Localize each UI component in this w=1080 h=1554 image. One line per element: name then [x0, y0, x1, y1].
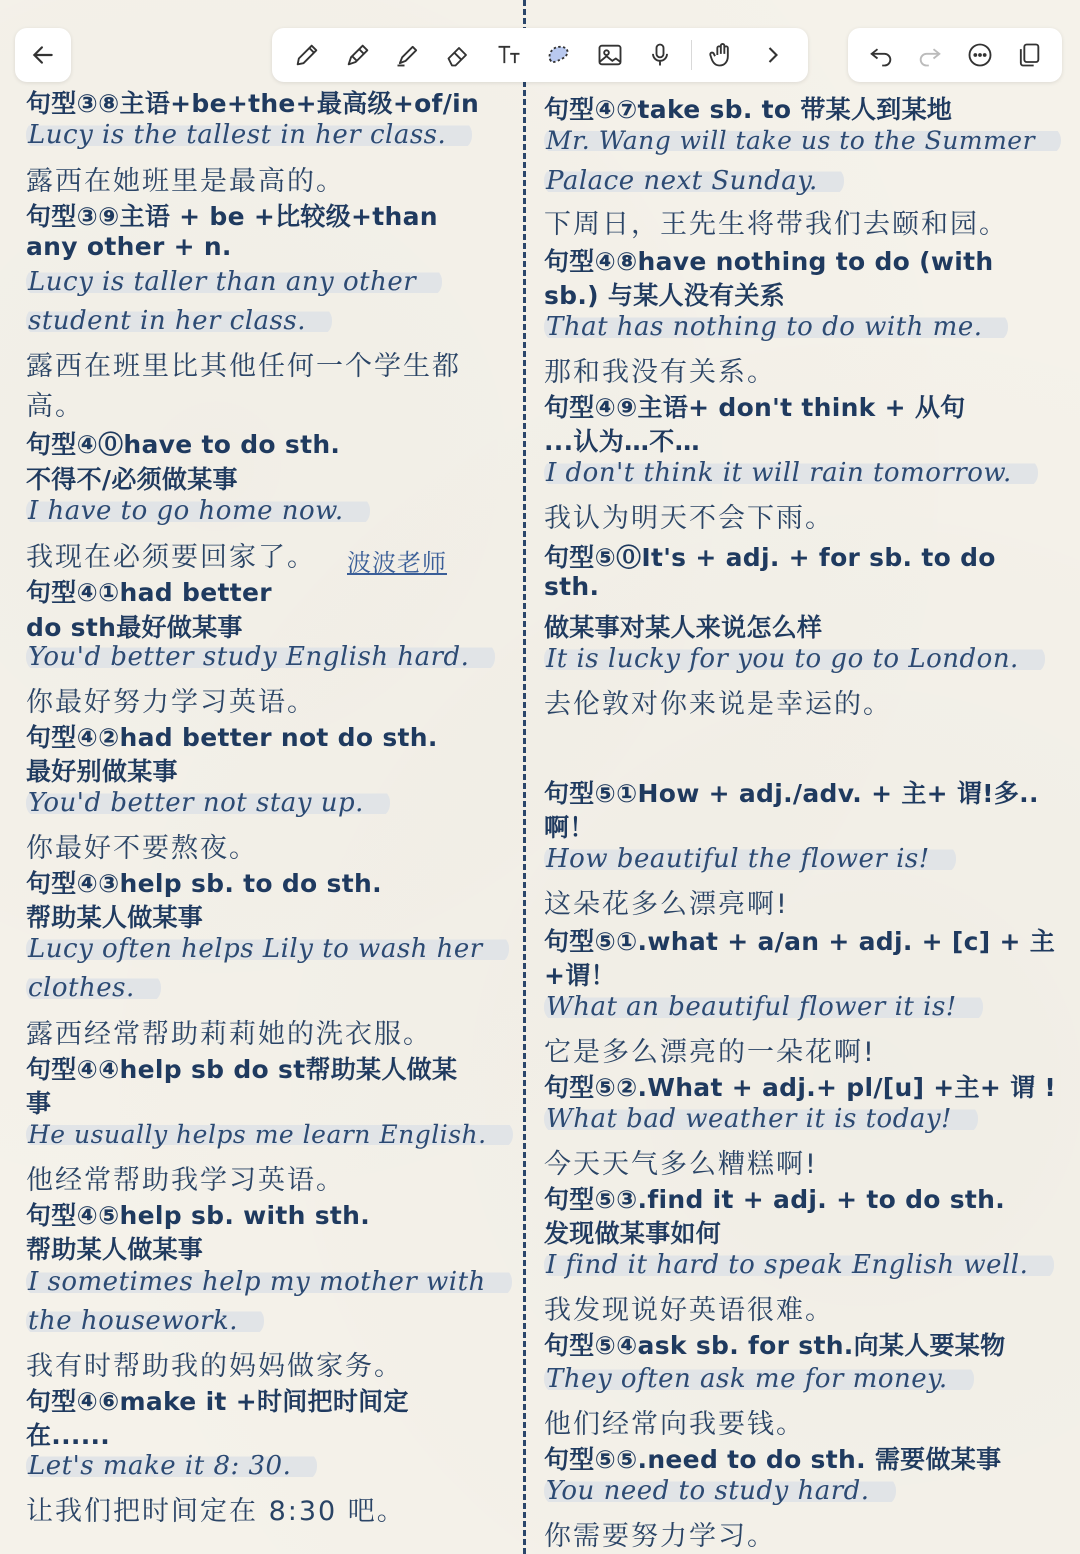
pencil-tool[interactable] — [287, 35, 327, 75]
translation-line: 露西在班里比其他任何一个学生都 — [26, 351, 461, 382]
column-divider — [523, 0, 526, 1554]
pattern-heading: 最好别做某事 — [26, 757, 178, 786]
pattern-heading: 帮助某人做某事 — [26, 1235, 204, 1264]
redo-icon — [916, 41, 944, 69]
mic-icon — [646, 41, 674, 69]
translation-line: 这朵花多么漂亮啊! — [544, 889, 789, 920]
pattern-heading: 句型⑤①How + adj./adv. + 主+ 谓!多.. — [544, 779, 1039, 808]
pattern-heading: +谓！ — [544, 961, 616, 990]
pattern-heading: any other + n. — [26, 232, 232, 261]
pattern-heading: 句型⑤④ask sb. for sth.向某人要某物 — [544, 1331, 1006, 1360]
pattern-heading: sth. — [544, 572, 600, 601]
translation-line: 我发现说好英语很难。 — [544, 1295, 834, 1326]
example-sentence: student in her class. — [26, 306, 332, 336]
pattern-heading: 句型④④help sb do st帮助某人做某 — [26, 1055, 458, 1084]
translation-line: 我有时帮助我的妈妈做家务。 — [26, 1351, 403, 1382]
chevron-right-icon — [759, 41, 787, 69]
pattern-heading: 事 — [26, 1089, 52, 1118]
pattern-heading: 帮助某人做某事 — [26, 903, 204, 932]
translation-line: 下周日，王先生将带我们去颐和园。 — [544, 209, 1008, 240]
image-icon — [596, 41, 624, 69]
translation-line: 我认为明天不会下雨。 — [544, 503, 834, 534]
translation-line: 露西在她班里是最高的。 — [26, 166, 345, 197]
pattern-heading: 句型⑤③.find it + adj. + to do sth. — [544, 1185, 1006, 1214]
more-button[interactable] — [960, 35, 1000, 75]
action-group — [848, 28, 1062, 82]
pattern-heading: 句型④⑨主语+ don't think + 从句 — [544, 393, 966, 422]
translation-line: 你需要努力学习。 — [544, 1521, 776, 1552]
example-sentence: Mr. Wang will take us to the Summer — [544, 126, 1061, 155]
pattern-heading: 句型③⑨主语 + be +比较级+than — [26, 202, 438, 231]
example-sentence: Lucy is the tallest in her class. — [26, 120, 472, 150]
pattern-heading: 句型⑤①.what + a/an + adj. + [c] + 主 — [544, 927, 1056, 956]
pattern-heading: 在...... — [26, 1421, 111, 1450]
translation-line: 高。 — [26, 391, 84, 422]
pattern-heading: do sth最好做某事 — [26, 613, 243, 642]
example-sentence: What bad weather it is today! — [544, 1104, 978, 1134]
eraser-icon — [445, 41, 473, 69]
translation-line: 让我们把时间定在 8:30 吧。 — [26, 1496, 406, 1527]
mic-tool[interactable] — [640, 35, 680, 75]
example-sentence: I have to go home now. — [26, 496, 370, 526]
example-sentence: Let's make it 8: 30. — [26, 1451, 317, 1481]
example-sentence: clothes. — [26, 973, 161, 1003]
translation-line: 去伦敦对你来说是幸运的。 — [544, 689, 892, 720]
example-sentence: the housework. — [26, 1306, 264, 1336]
tool-palette — [272, 28, 808, 82]
pattern-heading: 句型④②had better not do sth. — [26, 723, 438, 752]
example-sentence: I sometimes help my mother with — [26, 1267, 512, 1297]
marker-icon — [394, 41, 422, 69]
teacher-signature: 波波老师 — [347, 549, 447, 577]
example-sentence: I don't think it will rain tomorrow. — [544, 458, 1038, 488]
back-arrow-icon — [30, 42, 56, 68]
back-button[interactable] — [15, 28, 71, 82]
example-sentence: How beautiful the flower is! — [544, 844, 956, 874]
pattern-heading: 句型④⑦take sb. to 带某人到某地 — [544, 95, 953, 124]
pages-button[interactable] — [1009, 35, 1049, 75]
translation-line: 那和我没有关系。 — [544, 357, 776, 388]
undo-icon — [867, 41, 895, 69]
pattern-heading: sb.) 与某人没有关系 — [544, 281, 786, 310]
example-sentence: You'd better not stay up. — [26, 788, 390, 818]
text-icon — [495, 41, 523, 69]
more-icon — [966, 41, 994, 69]
example-sentence: Palace next Sunday. — [544, 166, 844, 196]
pattern-heading: 做某事对某人来说怎么样 — [544, 613, 823, 642]
toolbar — [0, 28, 1080, 82]
pattern-heading: 句型④③help sb. to do sth. — [26, 869, 382, 898]
pages-icon — [1015, 41, 1043, 69]
pattern-heading: 句型⑤②.What + adj.+ pl/[u] +主+ 谓 ! — [544, 1073, 1057, 1102]
example-sentence: You need to study hard. — [544, 1476, 896, 1506]
eraser-tool[interactable] — [439, 35, 479, 75]
pattern-heading: 句型④⑤help sb. with sth. — [26, 1201, 371, 1230]
image-tool[interactable] — [590, 35, 630, 75]
undo-button[interactable] — [861, 35, 901, 75]
translation-line: 我现在必须要回家了。 — [26, 542, 316, 573]
example-sentence: They often ask me for money. — [544, 1364, 974, 1394]
pattern-heading: 不得不/必须做某事 — [26, 465, 238, 494]
toolbar-separator — [691, 40, 692, 70]
example-sentence: He usually helps me learn English. — [26, 1120, 513, 1149]
pattern-heading: 句型⑤⓪It's + adj. + for sb. to do — [544, 543, 996, 572]
translation-line: 它是多么漂亮的一朵花啊! — [544, 1037, 876, 1068]
example-sentence: You'd better study English hard. — [26, 642, 495, 672]
translation-line: 你最好不要熬夜。 — [26, 833, 258, 864]
example-sentence: Lucy is taller than any other — [26, 267, 442, 297]
pen-tool[interactable] — [338, 35, 378, 75]
example-sentence: Lucy often helps Lily to wash her — [26, 934, 509, 964]
lasso-tool[interactable] — [539, 35, 579, 75]
translation-line: 你最好努力学习英语。 — [26, 687, 316, 718]
lasso-icon — [545, 41, 573, 69]
more-tools-button[interactable] — [753, 35, 793, 75]
translation-line: 他们经常向我要钱。 — [544, 1409, 805, 1440]
pattern-heading: ...认为…不… — [544, 427, 700, 456]
pattern-heading: 啊！ — [544, 813, 595, 842]
pattern-heading: 句型④⑥make it +时间把时间定 — [26, 1387, 409, 1416]
pattern-heading: 句型④⓪have to do sth. — [26, 430, 341, 459]
hand-icon — [708, 41, 736, 69]
pattern-heading: 句型④⑧have nothing to do (with — [544, 247, 994, 276]
pattern-heading: 发现做某事如何 — [544, 1219, 722, 1248]
example-sentence: That has nothing to do with me. — [544, 312, 1008, 342]
translation-line: 他经常帮助我学习英语。 — [26, 1165, 345, 1196]
marker-tool[interactable] — [388, 35, 428, 75]
redo-button[interactable] — [910, 35, 950, 75]
text-tool[interactable] — [489, 35, 529, 75]
pencil-icon — [293, 41, 321, 69]
example-sentence: It is lucky for you to go to London. — [544, 644, 1045, 674]
example-sentence: What an beautiful flower it is! — [544, 992, 983, 1022]
hand-tool[interactable] — [702, 35, 742, 75]
pen-icon — [344, 41, 372, 69]
pattern-heading: 句型④①had better — [26, 578, 272, 607]
translation-line: 露西经常帮助莉莉她的洗衣服。 — [26, 1019, 432, 1050]
example-sentence: I find it hard to speak English well. — [544, 1250, 1054, 1280]
pattern-heading: 句型③⑧主语+be+the+最高级+of/in — [26, 89, 480, 118]
pattern-heading: 句型⑤⑤.need to do sth. 需要做某事 — [544, 1445, 1002, 1474]
translation-line: 今天天气多么糟糕啊! — [544, 1149, 818, 1180]
